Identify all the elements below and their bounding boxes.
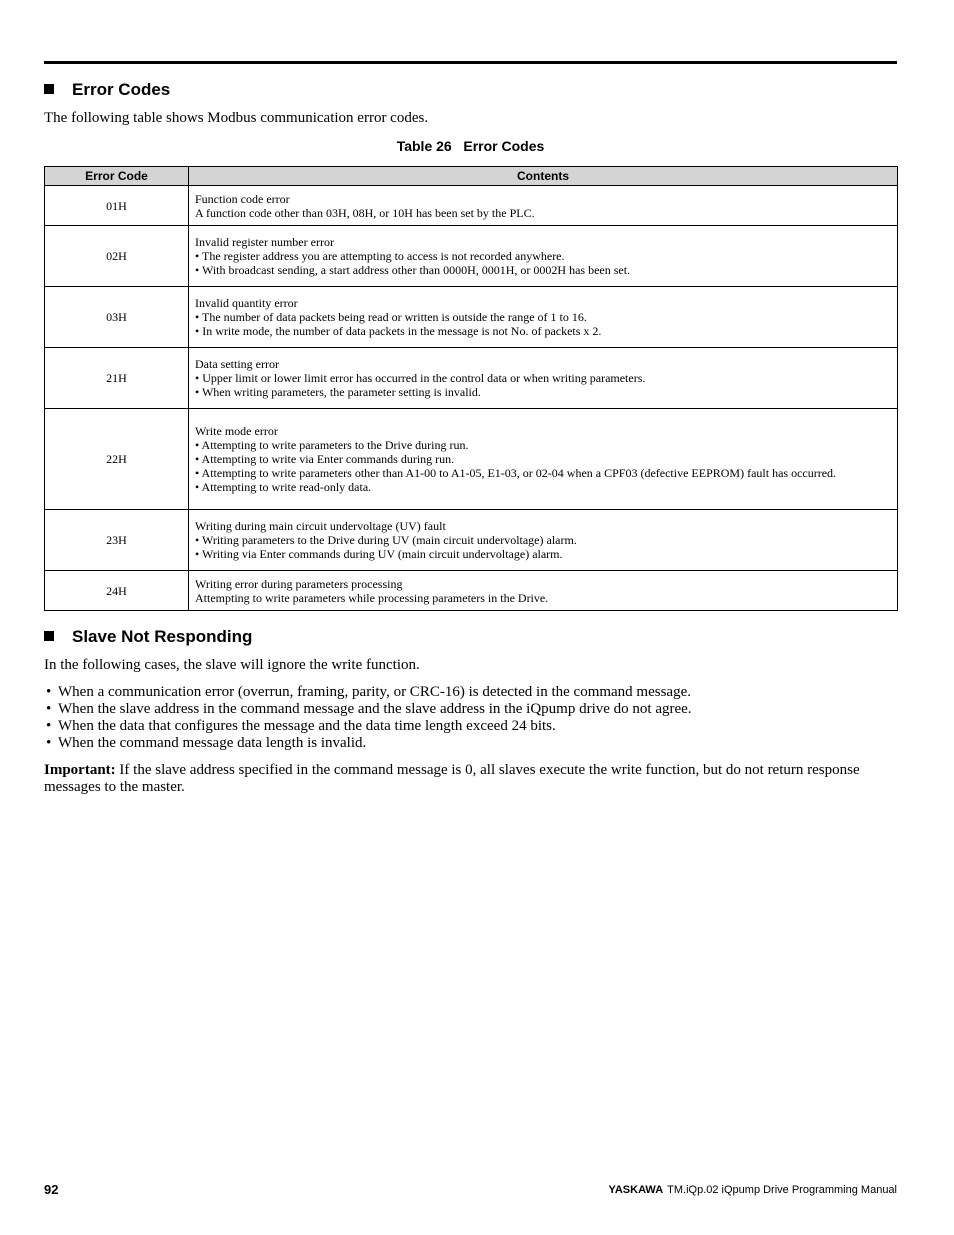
list-item: • When the data that configures the message and the data time length exceed 24 bits. xyxy=(44,718,692,735)
table-row xyxy=(45,348,898,409)
section-title: Error Codes xyxy=(72,80,171,99)
square-bullet-icon xyxy=(44,84,54,94)
square-bullet-icon xyxy=(44,631,54,641)
error-codes-table xyxy=(44,166,898,611)
column-header-contents: Contents xyxy=(189,167,898,186)
contents-line: Invalid quantity error xyxy=(195,296,298,310)
error-code-cell: 21H xyxy=(45,348,189,409)
brand-name: YASKAWA xyxy=(608,1184,664,1196)
list-item: • When the slave address in the command message and the slave address in the iQpump drive do not agree. xyxy=(44,701,692,718)
section-heading-error-codes xyxy=(44,80,170,100)
contents-line: Function code error xyxy=(195,191,290,206)
list-item: • When a communication error (overrun, framing, parity, or CRC-16) is detected in the command message. xyxy=(44,684,692,701)
slave-conditions-list xyxy=(44,684,692,752)
contents-line: • When writing parameters, the parameter setting is invalid. xyxy=(195,385,481,399)
top-rule xyxy=(44,61,897,64)
table-row xyxy=(45,287,898,348)
section-heading-slave-not-responding xyxy=(44,627,252,647)
contents-cell xyxy=(189,287,898,348)
contents-line: • The number of data packets being read or written is outside the range of 1 to 16. xyxy=(195,310,587,324)
contents-line: Attempting to write parameters while processing parameters in the Drive. xyxy=(195,590,549,605)
table-row xyxy=(45,510,898,571)
contents-line: Writing during main circuit undervoltage (UV) fault xyxy=(195,519,446,533)
contents-line: Data setting error xyxy=(195,357,279,371)
section-title: Slave Not Responding xyxy=(72,627,253,646)
contents-cell xyxy=(189,409,898,510)
contents-cell xyxy=(189,348,898,409)
error-codes-intro: The following table shows Modbus communication error codes. xyxy=(44,110,429,126)
table-caption: Table 26 Error Codes xyxy=(396,138,545,154)
contents-line: • Attempting to write parameters to the Drive during run. xyxy=(195,438,469,452)
table-row xyxy=(45,571,898,611)
important-text: If the slave address specified in the command message is 0, all slaves execute the write function, but do not return response messages to the master. xyxy=(44,762,860,795)
important-label: Important: xyxy=(44,762,116,778)
error-code-cell: 22H xyxy=(45,409,189,510)
table-row xyxy=(45,409,898,510)
column-header-error-code: Error Code xyxy=(45,167,189,186)
contents-line: • With broadcast sending, a start address other than 0000H, 0001H, or 0002H has been set. xyxy=(195,263,631,277)
contents-line: • Attempting to write via Enter commands during run. xyxy=(195,452,455,466)
important-note xyxy=(44,762,897,796)
table-row xyxy=(45,186,898,226)
error-code-cell: 02H xyxy=(45,226,189,287)
list-item: • When the command message data length is invalid. xyxy=(44,735,692,752)
error-code-cell: 03H xyxy=(45,287,189,348)
table-row xyxy=(45,226,898,287)
contents-cell xyxy=(189,571,898,611)
table-body xyxy=(45,186,898,611)
contents-line: A function code other than 03H, 08H, or 10H has been set by the PLC. xyxy=(195,205,535,220)
table-header-row xyxy=(45,167,898,186)
contents-line: Invalid register number error xyxy=(195,235,334,249)
page-number: 92 xyxy=(44,1182,59,1197)
contents-cell xyxy=(189,186,898,226)
contents-line: Write mode error xyxy=(195,424,278,438)
contents-line: • The register address you are attempting to access is not recorded anywhere. xyxy=(195,249,565,263)
contents-line: • Writing via Enter commands during UV (main circuit undervoltage) alarm. xyxy=(195,547,563,561)
contents-line: • Attempting to write read-only data. xyxy=(195,480,372,494)
contents-cell xyxy=(189,510,898,571)
contents-line: • In write mode, the number of data packets in the message is not No. of packets x 2. xyxy=(195,324,602,338)
manual-name: TM.iQp.02 iQpump Drive Programming Manual xyxy=(667,1184,897,1196)
contents-line: • Attempting to write parameters other than A1-00 to A1-05, E1-03, or 02-04 when a CPF03 (defective EEPROM) fault has occurred. xyxy=(195,466,837,480)
slave-intro: In the following cases, the slave will ignore the write function. xyxy=(44,657,420,673)
contents-line: Writing error during parameters processing xyxy=(195,576,403,591)
contents-line: • Writing parameters to the Drive during UV (main circuit undervoltage) alarm. xyxy=(195,533,577,547)
contents-line: • Upper limit or lower limit error has occurred in the control data or when writing parameters. xyxy=(195,371,646,385)
error-code-cell: 24H xyxy=(45,571,189,611)
error-code-cell: 01H xyxy=(45,186,189,226)
contents-cell xyxy=(189,226,898,287)
error-code-cell: 23H xyxy=(45,510,189,571)
footer-manual-title xyxy=(609,1184,897,1196)
